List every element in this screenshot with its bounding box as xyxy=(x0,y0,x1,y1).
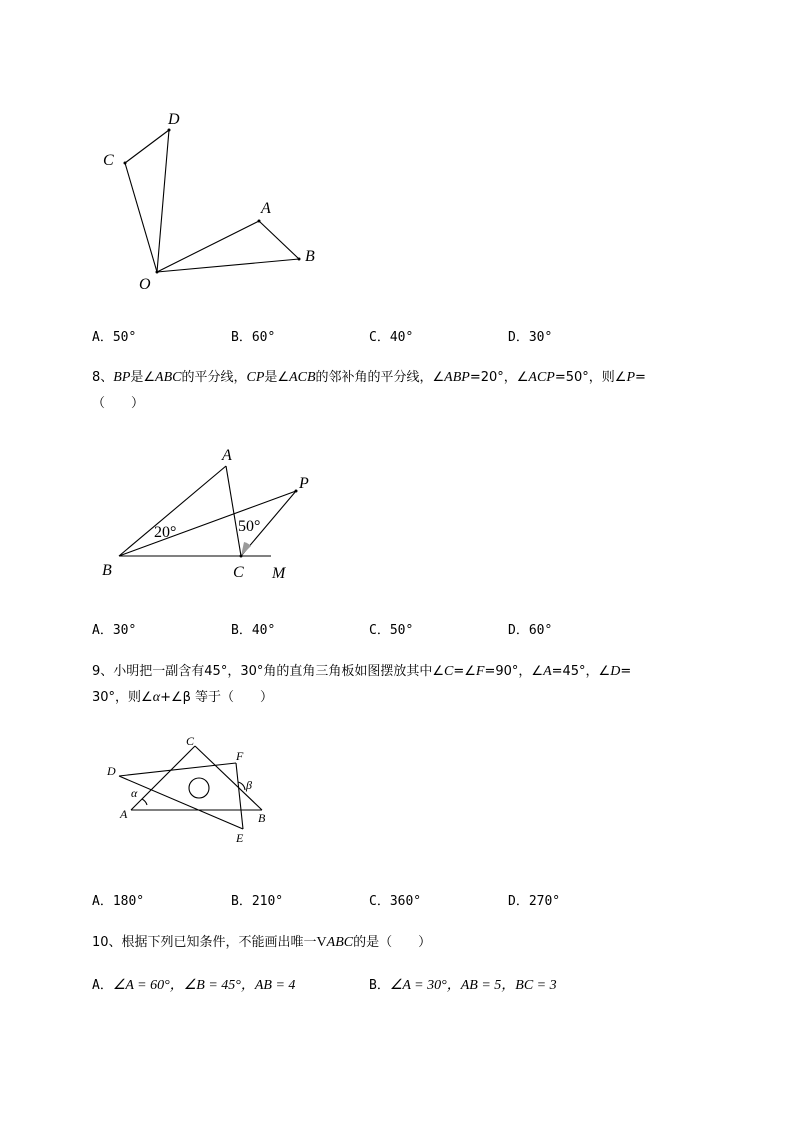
segment-cd xyxy=(125,130,169,163)
figure-angles-aob-cod xyxy=(90,100,330,300)
label-c: C xyxy=(103,152,114,169)
label-m: M xyxy=(272,565,286,582)
q9-option-a[interactable]: A．180° xyxy=(92,894,145,909)
q10-option-b-math: ∠A = 30°，AB = 5，BC = 3 xyxy=(389,978,557,993)
segment-df xyxy=(119,763,236,776)
q7-option-d[interactable]: D．30° xyxy=(508,330,553,345)
label-d: D xyxy=(168,111,180,128)
q10-option-a[interactable] xyxy=(92,974,295,994)
label-b: B xyxy=(305,248,315,265)
set-square-hole xyxy=(189,778,209,798)
segment-bp xyxy=(119,491,296,556)
label-p: P xyxy=(299,475,309,492)
label-a: A xyxy=(261,200,271,217)
q8-option-d[interactable]: D．60° xyxy=(508,623,553,638)
segment-fe xyxy=(236,763,243,829)
label-e: E xyxy=(236,831,244,845)
segment-ac xyxy=(131,746,195,810)
label-f: F xyxy=(236,749,244,763)
label-alpha: α xyxy=(131,786,138,800)
angle-mark-50 xyxy=(241,542,251,556)
label-c: C xyxy=(186,734,195,748)
figure-angle-bisectors xyxy=(95,440,325,585)
label-a: A xyxy=(222,447,232,464)
q8-option-c[interactable]: C．50° xyxy=(369,623,414,638)
q10-stem: 10、根据下列已知条件，不能画出唯一VABC的是（ ） xyxy=(92,935,432,950)
label-b: B xyxy=(258,811,266,825)
q7-option-a[interactable]: A．50° xyxy=(92,330,137,345)
q8-option-a[interactable]: A．30° xyxy=(92,623,137,638)
q10-option-b-prefix: B． xyxy=(369,978,390,993)
q8-stem: 8、BP是∠ABC的平分线，CP是∠ACB的邻补角的平分线，∠ABP=20°，∠ACP=50°，则∠P= xyxy=(92,370,646,385)
q10-option-a-math: ∠A = 60°，∠B = 45°，AB = 4 xyxy=(112,978,296,993)
label-a: A xyxy=(120,807,128,821)
q9-stem: 9、小明把一副含有45°，30°角的直角三角板如图摆放其中∠C=∠F=90°，∠A=45°，∠D= xyxy=(92,664,632,679)
segment-ab xyxy=(259,221,299,259)
label-beta: β xyxy=(246,778,252,792)
label-c: C xyxy=(233,564,244,581)
q9-option-c[interactable]: C．360° xyxy=(369,894,422,909)
q8-answer-blank: （ ） xyxy=(92,396,145,411)
figure-set-squares xyxy=(100,730,280,850)
segment-od xyxy=(157,130,169,272)
angle-label-20: 20° xyxy=(154,524,177,541)
q10-option-a-prefix: A． xyxy=(92,978,113,993)
segment-ba xyxy=(119,466,226,556)
q7-option-b[interactable]: B．60° xyxy=(231,330,276,345)
segment-oc xyxy=(125,163,157,272)
q9-option-d[interactable]: D．270° xyxy=(508,894,561,909)
q9-stem-line2: 30°，则∠α+∠β 等于（ ） xyxy=(92,690,274,705)
segment-ac xyxy=(226,466,241,556)
angle-arc-alpha xyxy=(142,799,147,805)
label-b: B xyxy=(102,562,112,579)
segment-de xyxy=(119,776,243,829)
q9-option-b[interactable]: B．210° xyxy=(231,894,284,909)
label-o: O xyxy=(139,276,151,293)
q7-option-c[interactable]: C．40° xyxy=(369,330,414,345)
angle-label-50: 50° xyxy=(238,518,261,535)
q8-option-b[interactable]: B．40° xyxy=(231,623,276,638)
q10-option-b[interactable] xyxy=(369,974,557,994)
label-d: D xyxy=(107,764,116,778)
